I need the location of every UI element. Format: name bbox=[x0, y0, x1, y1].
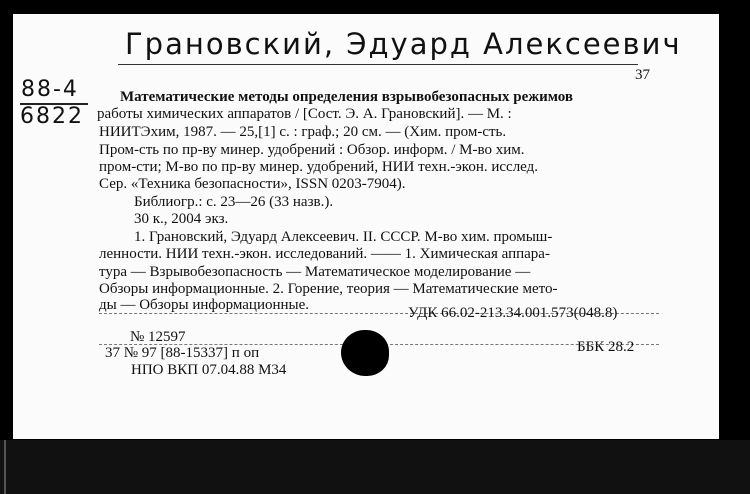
bbk-code: ББК 28.2 bbox=[577, 339, 635, 355]
subject-line: ды — Обзоры информационные. bbox=[99, 297, 310, 313]
print-line: НПО ВКП 07.04.88 М34 bbox=[131, 362, 287, 378]
entry-line: работы химических аппаратов / [Сост. Э. А. Грановский]. — М. : bbox=[97, 106, 512, 122]
entry-line: Сер. «Техника безопасности», ISSN 0203-7904). bbox=[99, 176, 406, 192]
entry-line: пром-сти; М-во по пр-ву минер. удобрений, НИИ техн.-экон. исслед. bbox=[99, 159, 539, 175]
catalog-number: № 12597 bbox=[130, 329, 186, 345]
entry-title-line: Математические методы определения взрывобезопасных режимов bbox=[120, 89, 574, 105]
subject-line: ленности. НИИ техн.-экон. исследований. —— 1. Химическая аппара- bbox=[99, 246, 550, 262]
page-number: 37 bbox=[635, 67, 650, 83]
copies-note: 30 к., 2004 экз. bbox=[134, 211, 229, 227]
bibliography-note: Библиогр.: с. 23—26 (33 назв.). bbox=[134, 194, 334, 210]
shelf-mark-line2: 6822 bbox=[20, 104, 84, 129]
punch-hole bbox=[341, 330, 389, 376]
registration-line: 37 № 97 [88-15337] п оп bbox=[105, 345, 260, 361]
handwritten-author-heading: Грановский, Эдуард Алексеевич bbox=[125, 27, 682, 61]
scan-edge-marks bbox=[4, 440, 14, 494]
subject-line: Обзоры информационные. 2. Горение, теория — Математические мето- bbox=[99, 281, 558, 297]
scan-bottom-strip bbox=[0, 440, 750, 494]
shelf-mark-line1: 88-4 bbox=[21, 77, 79, 102]
subject-line: 1. Грановский, Эдуард Алексеевич. II. СССР. М-во хим. промыш- bbox=[134, 229, 553, 245]
udc-code: УДК 66.02-213.34.001.573(048.8) bbox=[408, 305, 618, 321]
subject-line: тура — Взрывобезопасность — Математическое моделирование — bbox=[99, 264, 531, 280]
entry-line: Пром-сть по пр-ву минер. удобрений : Обзор. информ. / М-во хим. bbox=[99, 142, 525, 158]
heading-underline bbox=[118, 64, 638, 65]
entry-line: НИИТЭхим, 1987. — 25,[1] с. : граф.; 20 см. — (Хим. пром-сть. bbox=[99, 124, 507, 140]
